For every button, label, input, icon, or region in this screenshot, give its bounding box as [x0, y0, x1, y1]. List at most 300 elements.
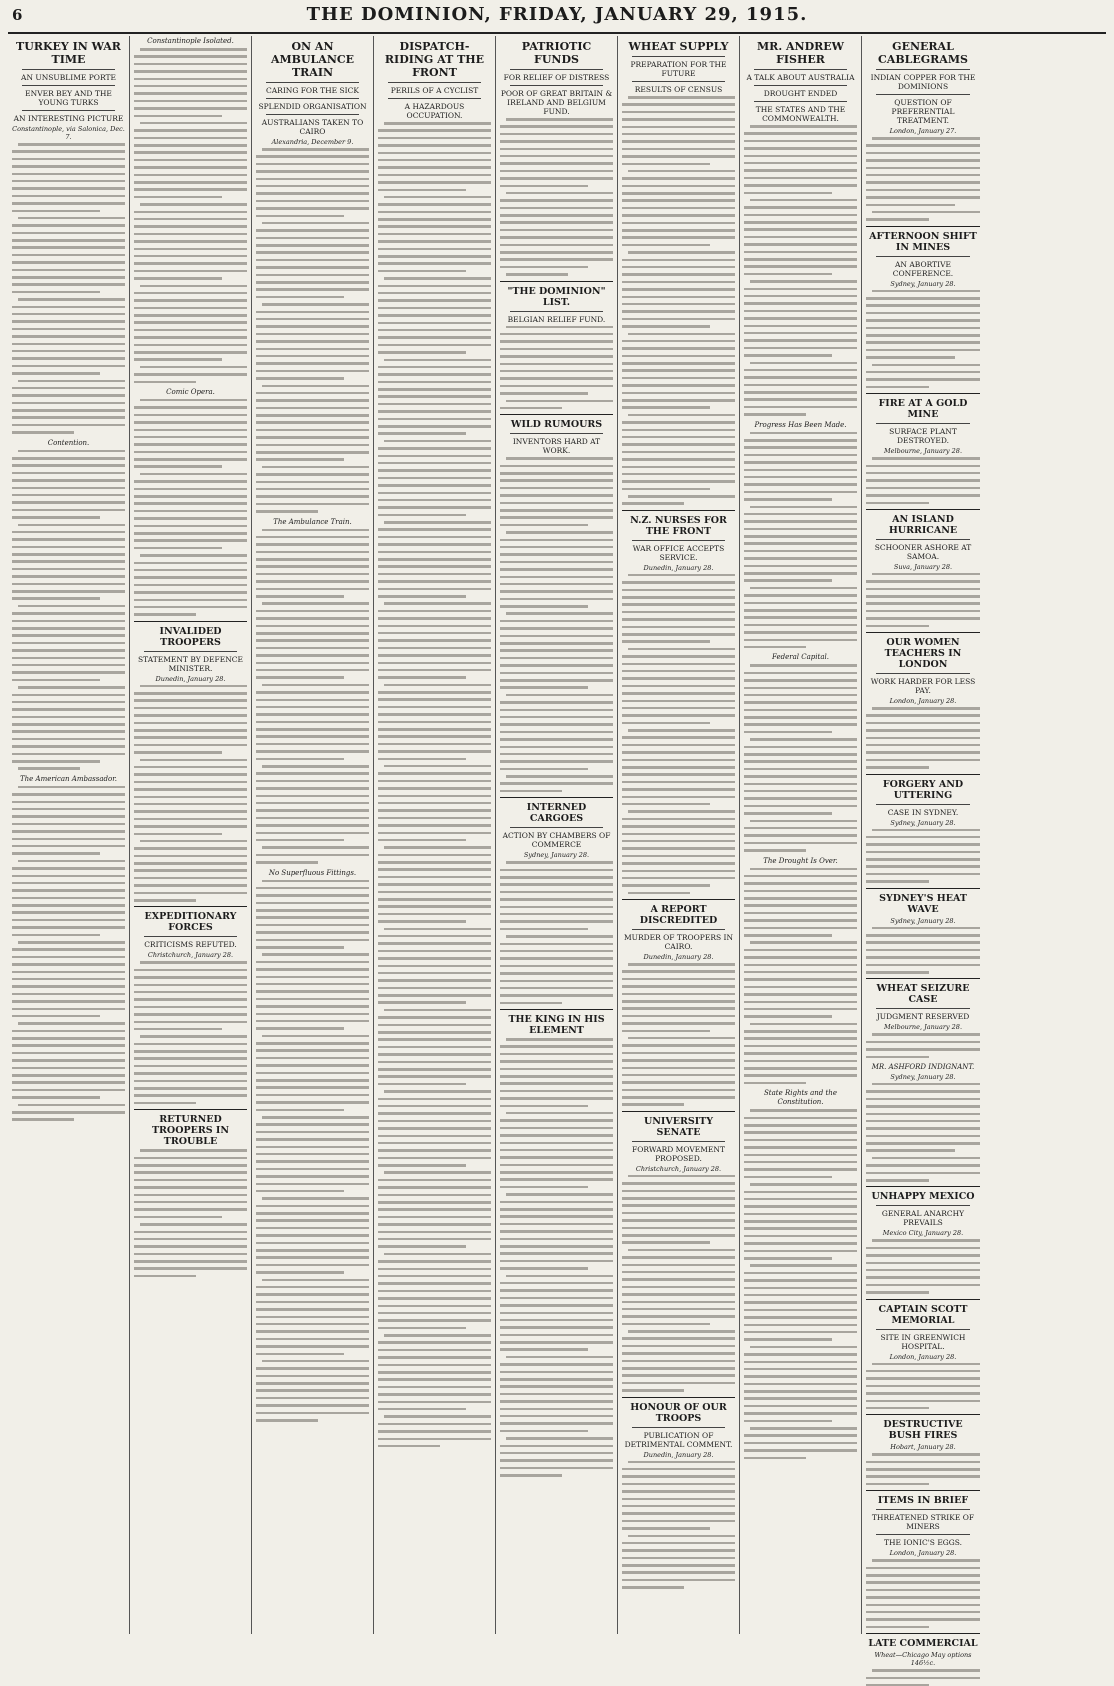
text-line [256, 780, 369, 783]
text-line [500, 1348, 588, 1351]
text-line [744, 1001, 857, 1004]
text-line [378, 580, 491, 583]
text-line [744, 1324, 857, 1327]
text-line [622, 707, 735, 710]
text-line [622, 1579, 735, 1582]
text-line [12, 730, 125, 733]
text-line [500, 1156, 613, 1159]
text-line [622, 692, 735, 695]
text-line [378, 462, 491, 465]
text-line [384, 521, 491, 524]
text-line [134, 255, 247, 258]
text-line [622, 185, 735, 188]
text-line [12, 845, 125, 848]
text-line [622, 1044, 735, 1047]
text-line [256, 1168, 369, 1171]
text-line [750, 941, 857, 944]
text-line [500, 731, 613, 734]
article-divider [622, 1111, 735, 1112]
text-line [256, 1389, 369, 1392]
article-body-text [866, 457, 980, 504]
text-line [622, 1212, 735, 1215]
text-line [134, 744, 247, 747]
text-line [744, 155, 857, 158]
text-line [12, 793, 125, 796]
text-line [12, 620, 125, 623]
text-line [866, 1172, 980, 1175]
text-line [622, 1007, 735, 1010]
text-line [378, 477, 491, 480]
text-line [256, 795, 369, 798]
text-line [140, 1223, 247, 1226]
text-line [500, 348, 613, 351]
text-line [12, 232, 125, 235]
text-line [256, 288, 369, 291]
article-headline: ON AN AMBULANCE TRAIN [270, 40, 355, 79]
text-line [744, 1353, 857, 1356]
text-line [12, 1089, 125, 1092]
text-line [744, 1139, 857, 1142]
text-line [12, 1096, 100, 1099]
text-line [866, 1604, 980, 1607]
text-line [378, 1142, 491, 1145]
text-line [12, 350, 125, 353]
text-line [866, 304, 980, 307]
text-line [500, 1459, 613, 1462]
article-body-text [378, 122, 491, 1447]
text-line [378, 1371, 491, 1374]
text-line [12, 568, 125, 571]
text-line [500, 472, 613, 475]
text-line [506, 1356, 613, 1359]
text-line [256, 1131, 369, 1134]
text-line [378, 942, 491, 945]
text-line [744, 639, 857, 642]
article-body-text [866, 1033, 980, 1058]
text-line [134, 174, 247, 177]
text-line [378, 920, 466, 923]
article-subheading: FOR RELIEF OF DISTRESS [503, 73, 610, 82]
text-line [134, 436, 247, 439]
text-line [134, 218, 247, 221]
text-line [622, 377, 735, 380]
text-line [378, 1327, 466, 1330]
text-line [134, 1065, 247, 1068]
text-line [866, 1098, 980, 1101]
article [744, 421, 857, 649]
text-line [134, 1260, 247, 1263]
text-line [500, 716, 613, 719]
text-line [500, 207, 613, 210]
text-line [378, 1305, 491, 1308]
text-line [256, 281, 369, 284]
text-line [750, 1023, 857, 1026]
text-line [256, 1013, 369, 1016]
article [256, 869, 369, 1422]
text-line [12, 195, 125, 198]
text-line [628, 963, 735, 966]
text-line [500, 1289, 613, 1292]
text-line [500, 1119, 613, 1122]
text-line [744, 1045, 857, 1048]
text-line [256, 458, 344, 461]
text-line [256, 1271, 344, 1274]
text-line [384, 684, 491, 687]
text-line [12, 590, 125, 593]
text-line [500, 407, 562, 410]
text-line [12, 708, 125, 711]
text-line [744, 439, 857, 442]
text-line [12, 823, 125, 826]
text-line [12, 457, 125, 460]
article-body-text [256, 880, 369, 1422]
text-line [744, 849, 806, 852]
divider [876, 1329, 970, 1330]
text-line [866, 167, 980, 170]
text-line [744, 701, 857, 704]
text-line [628, 495, 735, 498]
text-line [622, 1308, 735, 1311]
text-line [256, 654, 369, 657]
text-line [622, 177, 735, 180]
text-line [134, 699, 247, 702]
text-line [866, 744, 980, 747]
text-line [134, 233, 247, 236]
text-line [256, 1293, 369, 1296]
article-headline: UNIVERSITY SENATE [643, 1115, 714, 1138]
text-line [872, 1363, 980, 1366]
text-line [256, 325, 369, 328]
text-line [744, 446, 857, 449]
text-line [384, 440, 491, 443]
text-line [506, 1038, 613, 1041]
article-body-text [866, 1559, 980, 1628]
text-line [134, 344, 247, 347]
text-line [622, 603, 735, 606]
article-body-text [622, 1461, 735, 1589]
article-subheading: Contention. [47, 438, 90, 447]
article-body-text [744, 664, 857, 851]
text-line [500, 1467, 613, 1470]
text-line [500, 1002, 562, 1005]
columns [8, 36, 1106, 1668]
text-line [622, 1219, 735, 1222]
text-line [134, 766, 247, 769]
article-body-text [500, 326, 613, 410]
text-line [256, 451, 369, 454]
text-line [866, 1407, 929, 1410]
article [866, 1490, 980, 1628]
text-line [256, 809, 369, 812]
text-line [622, 1564, 735, 1567]
text-line [744, 295, 857, 298]
text-line [256, 1064, 369, 1067]
article [744, 1089, 857, 1459]
text-line [500, 155, 613, 158]
text-line [744, 731, 832, 734]
text-line [378, 1216, 491, 1219]
text-line [744, 177, 857, 180]
article-subheading: Comic Opera. [166, 387, 215, 396]
text-line [622, 436, 735, 439]
text-line [744, 398, 857, 401]
text-line [622, 1475, 735, 1478]
text-line [744, 1082, 806, 1085]
text-line [134, 984, 247, 987]
text-line [622, 877, 735, 880]
text-line [622, 310, 735, 313]
text-line [134, 421, 247, 424]
text-line [744, 469, 857, 472]
text-line [256, 588, 369, 591]
article-headline: "THE DOMINION" LIST. [507, 285, 606, 308]
text-line [140, 366, 247, 369]
text-line [12, 394, 125, 397]
text-line [744, 797, 857, 800]
text-line [262, 1035, 369, 1038]
article-divider [622, 510, 735, 511]
article-divider [866, 774, 980, 775]
divider [876, 539, 970, 540]
article-headline: WILD RUMOURS [510, 419, 603, 431]
text-line [134, 166, 247, 169]
text-line [744, 1235, 857, 1238]
text-line [744, 236, 857, 239]
text-line [622, 1074, 735, 1077]
text-line [12, 971, 125, 974]
text-line [378, 166, 491, 169]
text-line [500, 1238, 613, 1241]
text-line [744, 904, 857, 907]
text-line [378, 868, 491, 871]
text-line [256, 573, 369, 576]
text-line [622, 1360, 735, 1363]
text-line [256, 429, 369, 432]
text-line [628, 574, 735, 577]
text-line [378, 617, 491, 620]
text-line [866, 1164, 980, 1167]
text-line [384, 1253, 491, 1256]
text-line [256, 1249, 369, 1252]
column-4 [374, 36, 496, 1634]
text-line [750, 432, 857, 435]
text-line [256, 854, 369, 857]
text-line [378, 758, 466, 761]
text-line [12, 531, 125, 534]
text-line [12, 335, 125, 338]
text-line [500, 553, 613, 556]
text-line [12, 150, 125, 153]
text-line [378, 817, 491, 820]
text-line [12, 343, 125, 346]
dateline: Sydney, January 28. [890, 279, 956, 288]
divider [876, 1509, 970, 1510]
text-line [256, 1397, 369, 1400]
text-line [866, 159, 980, 162]
text-line [500, 1142, 613, 1145]
text-line [262, 880, 369, 883]
text-line [872, 457, 980, 460]
text-line [18, 380, 125, 383]
text-line [134, 810, 247, 813]
text-line [500, 1393, 613, 1396]
text-line [134, 465, 222, 468]
text-line [750, 362, 857, 365]
article-subheading: STATEMENT BY DEFENCE MINISTER. [138, 654, 243, 673]
text-line [384, 928, 491, 931]
text-line [866, 1135, 980, 1138]
text-line [744, 1117, 857, 1120]
text-line [866, 714, 980, 717]
text-line [12, 852, 100, 855]
text-line [622, 362, 735, 365]
text-line [134, 495, 247, 498]
text-line [622, 1081, 735, 1084]
text-line [378, 698, 491, 701]
text-line [134, 92, 247, 95]
text-line [12, 1008, 125, 1011]
text-line [744, 288, 857, 291]
text-line [134, 211, 247, 214]
text-line [500, 516, 613, 519]
text-line [378, 802, 491, 805]
text-line [256, 1212, 369, 1215]
article [866, 40, 980, 221]
text-line [256, 639, 369, 642]
divider [388, 82, 481, 83]
article-subheading: A HAZARDOUS OCCUPATION. [404, 102, 465, 120]
article [12, 439, 125, 770]
article-divider [500, 414, 613, 415]
text-line [134, 788, 247, 791]
text-line [750, 125, 857, 128]
text-line [256, 1183, 369, 1186]
article-divider [134, 906, 247, 907]
article-headline: AN ISLAND HURRICANE [888, 513, 958, 536]
article-divider [866, 978, 980, 979]
divider [510, 433, 603, 434]
text-line [134, 240, 247, 243]
text-line [134, 1057, 247, 1060]
text-line [18, 941, 125, 944]
text-line [256, 421, 369, 424]
article-body-text [744, 868, 857, 1085]
text-line [12, 897, 125, 900]
article-divider [866, 393, 980, 394]
text-line [744, 535, 857, 538]
text-line [140, 48, 247, 51]
article-subheading: AN UNSUBLIME PORTE [21, 73, 116, 82]
text-line [134, 862, 247, 865]
article-subheading: GENERAL ANARCHY PREVAILS [881, 1209, 965, 1228]
text-line [500, 340, 613, 343]
text-line [866, 152, 980, 155]
article-body-text [12, 786, 125, 1121]
text-line [622, 1271, 735, 1274]
text-line [256, 595, 344, 598]
article-headline: AFTERNOON SHIFT IN MINES [869, 230, 977, 253]
text-line [256, 481, 369, 484]
text-line [256, 259, 369, 262]
text-line [628, 414, 735, 417]
text-line [256, 1308, 369, 1311]
text-line [500, 1134, 613, 1137]
text-line [500, 605, 588, 608]
text-line [500, 177, 613, 180]
text-line [378, 1364, 491, 1367]
text-line [378, 410, 491, 413]
text-line [622, 736, 735, 739]
text-line [12, 560, 125, 563]
text-line [134, 1201, 247, 1204]
text-line [622, 1490, 735, 1493]
divider [876, 94, 970, 95]
text-line [378, 1098, 491, 1101]
article-body-text [744, 125, 857, 416]
text-line [622, 222, 735, 225]
text-line [12, 431, 74, 434]
text-line [378, 129, 491, 132]
text-line [622, 288, 735, 291]
article-headline: THE KING IN HIS ELEMENT [508, 1014, 605, 1037]
text-line [134, 1050, 247, 1053]
text-line [12, 546, 125, 549]
text-line [134, 991, 247, 994]
article [500, 414, 613, 792]
text-line [500, 546, 613, 549]
text-line [18, 298, 125, 301]
text-line [622, 1337, 735, 1340]
text-line [622, 502, 684, 505]
text-line [262, 222, 369, 225]
text-line [744, 723, 857, 726]
text-line [622, 259, 735, 262]
text-line [378, 233, 491, 236]
text-line [744, 1301, 857, 1304]
text-line [256, 407, 369, 410]
text-line [134, 562, 247, 565]
text-line [134, 159, 247, 162]
text-line [12, 306, 125, 309]
article [622, 510, 735, 894]
article-subheading: SPLENDID ORGANISATION [258, 102, 367, 111]
text-line [140, 685, 247, 688]
text-line [872, 137, 980, 140]
text-line [744, 498, 832, 501]
text-line [500, 1090, 613, 1093]
text-line [622, 1389, 684, 1392]
text-line [134, 606, 247, 609]
text-line [378, 469, 491, 472]
text-line [866, 479, 980, 482]
text-line [256, 1301, 369, 1304]
text-line [378, 735, 491, 738]
text-line [12, 464, 125, 467]
text-line [500, 125, 613, 128]
text-line [744, 1205, 857, 1208]
article-body-text [866, 1083, 980, 1182]
masthead [8, 0, 1106, 34]
text-line [866, 1392, 980, 1395]
article-subheading: CASE IN SYDNEY. [887, 807, 959, 817]
text-line [622, 303, 735, 306]
text-line [378, 979, 491, 982]
article-subheading: The American Ambassador. [20, 774, 117, 783]
text-line [744, 1154, 857, 1157]
text-line [744, 476, 857, 479]
text-line [744, 1213, 857, 1216]
text-line [500, 1400, 613, 1403]
